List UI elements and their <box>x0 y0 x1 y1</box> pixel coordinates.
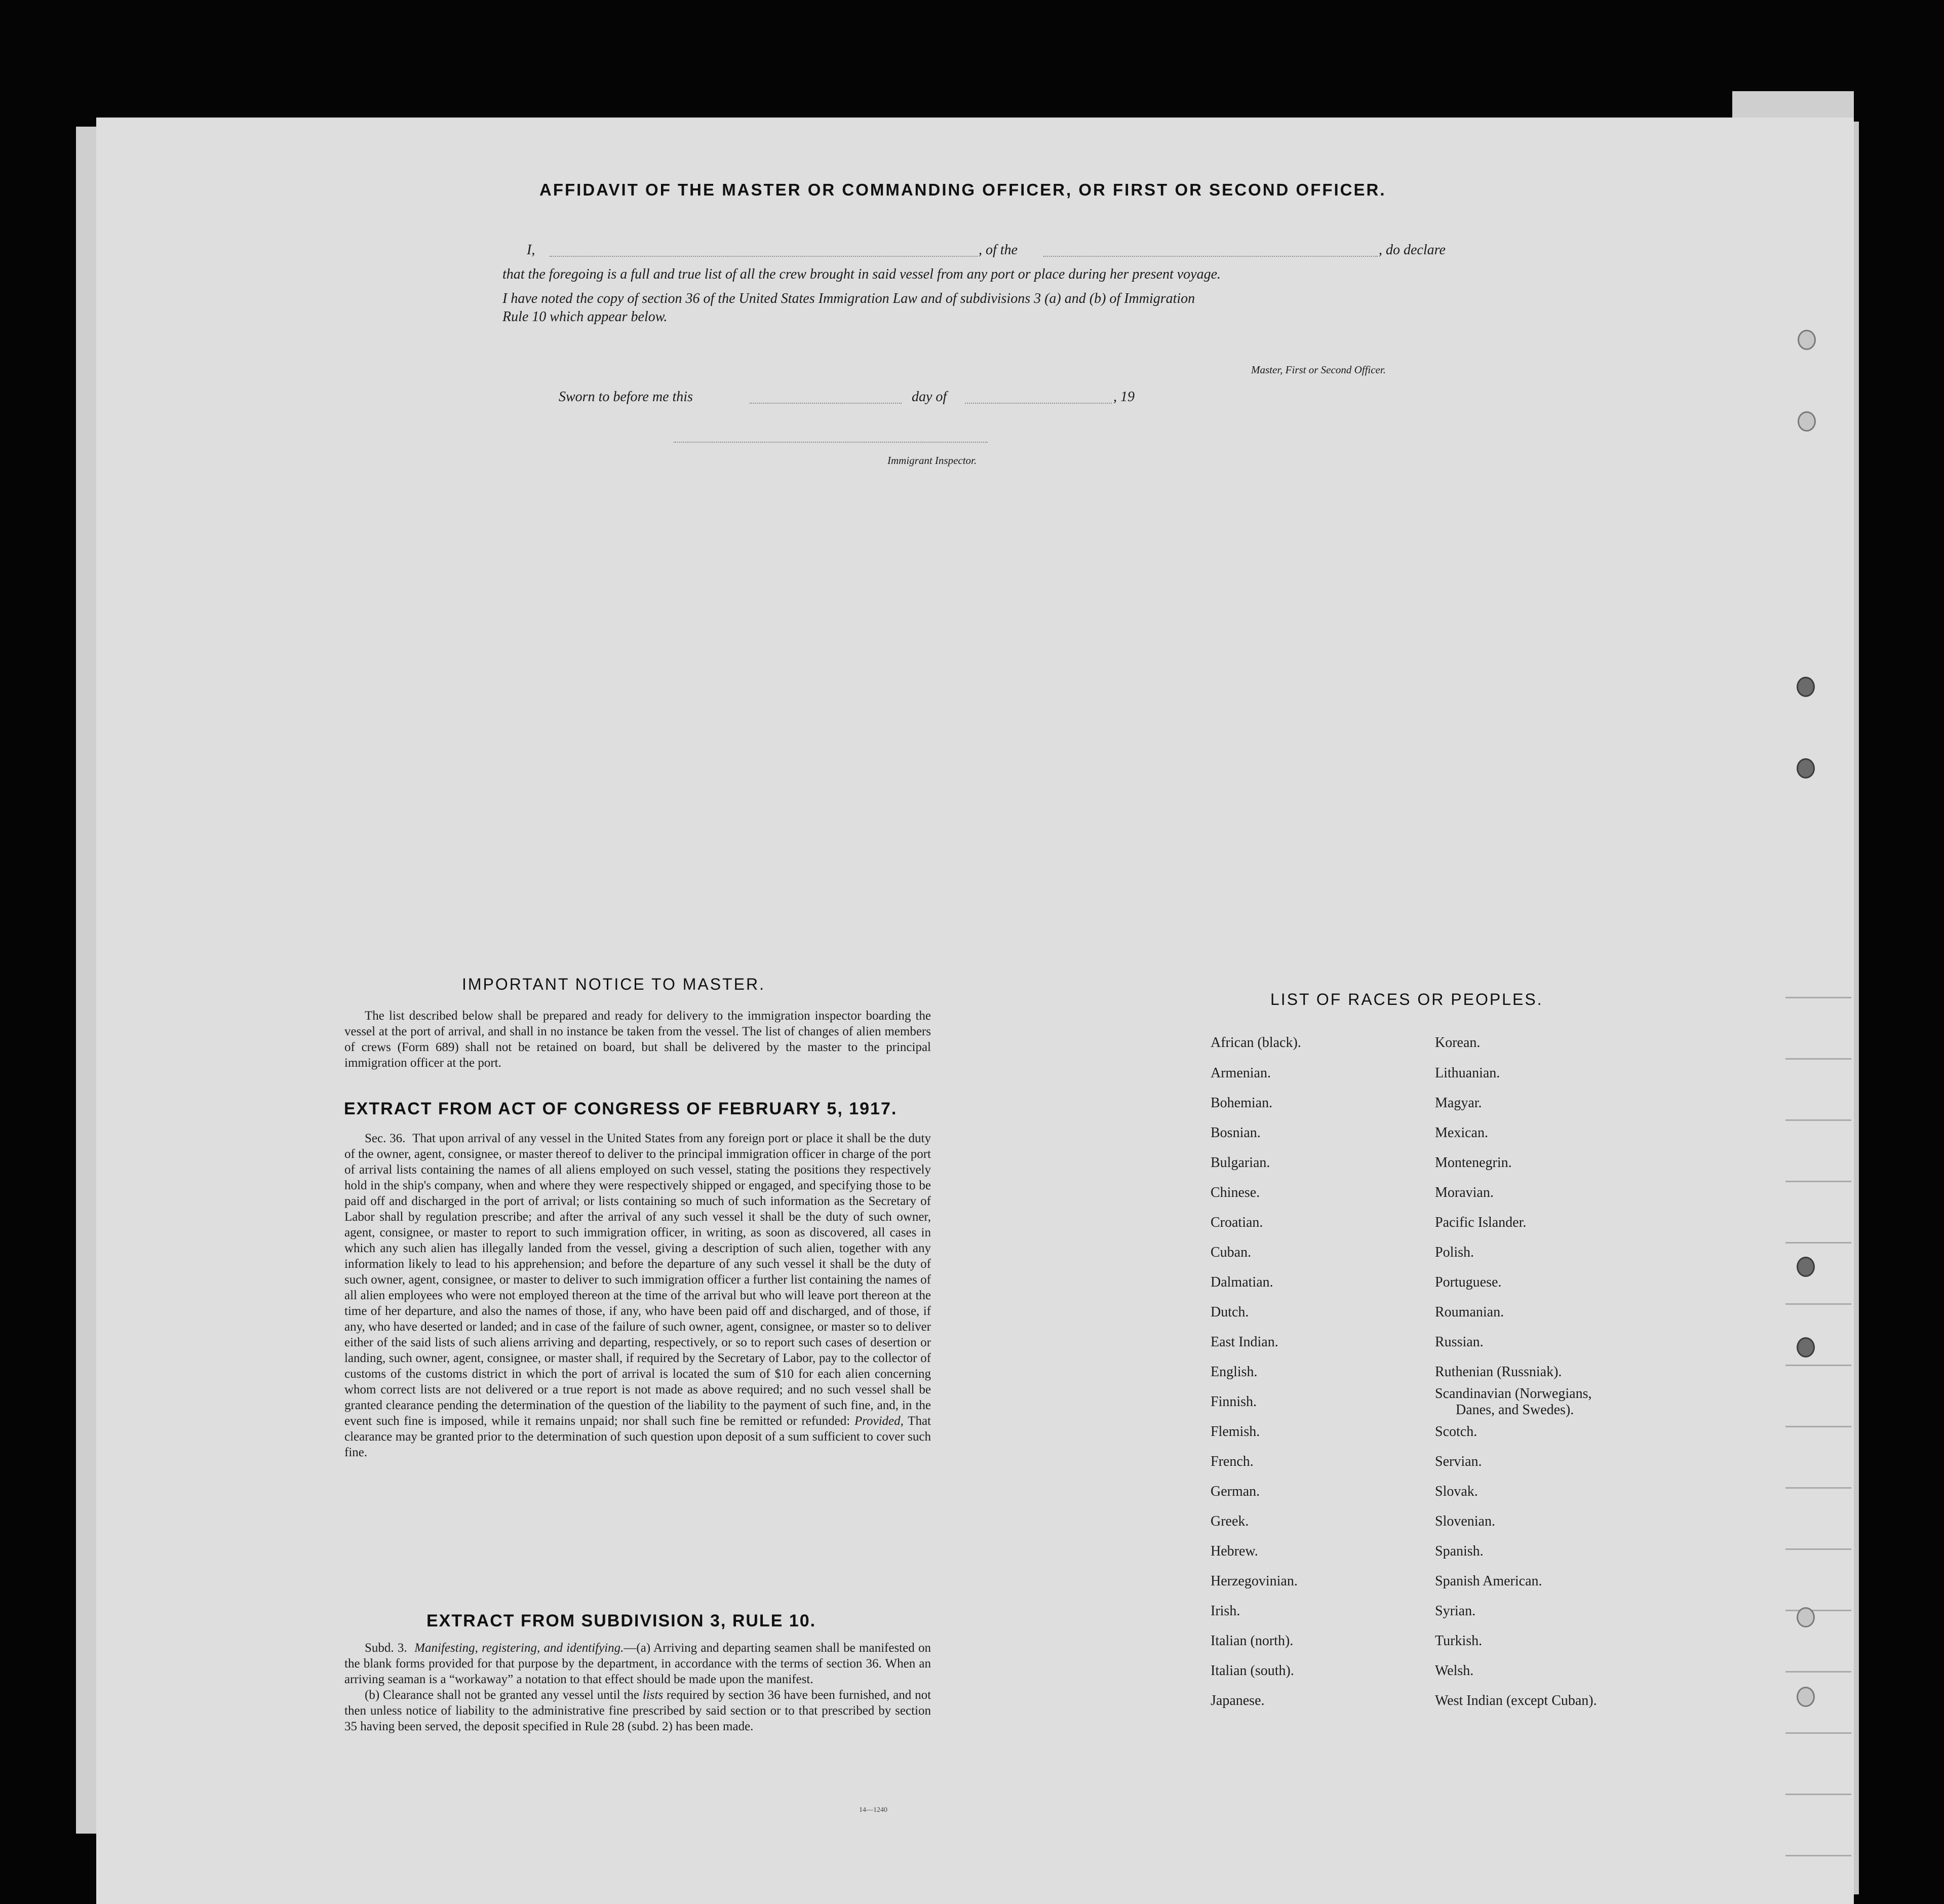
sec-label: Sec. 36. <box>365 1132 406 1145</box>
subd-label: Subd. 3. <box>365 1641 407 1655</box>
year-text: , 19 <box>1113 389 1135 405</box>
name-blank <box>550 256 978 257</box>
affidavit-i: I, <box>527 242 535 258</box>
race-right-item: Scandinavian (Norwegians, <box>1435 1386 1592 1402</box>
affidavit-line-3: I have noted the copy of section 36 of the United States Immigration Law and of subdivisions 3 (a) and (b) of Immigration <box>502 291 1195 306</box>
race-left-item: English. <box>1211 1364 1258 1380</box>
subd-heading: Manifesting, registering, and identifying. <box>414 1641 624 1655</box>
binder-hole-icon <box>1797 758 1815 779</box>
race-right-item: Ruthenian (Russniak). <box>1435 1364 1562 1380</box>
day-blank <box>750 403 902 404</box>
race-left-item: Bosnian. <box>1211 1125 1261 1141</box>
race-right-item: West Indian (except Cuban). <box>1435 1693 1597 1708</box>
act-paragraph <box>344 1131 931 1460</box>
vessel-blank <box>1043 256 1378 257</box>
race-left-item: Italian (south). <box>1211 1663 1294 1679</box>
race-left-item: Greek. <box>1211 1513 1249 1529</box>
act-text-end: That clearance may be granted prior to the determination of such question upon deposit of a sum sufficient to cover such fine. <box>344 1414 931 1459</box>
race-left-item: Finnish. <box>1211 1394 1257 1410</box>
rule-b-end: required by section 36 have been furnished, and not then unless notice of liability to the administrative fine prescribed by said section or to that prescribed by section 35 having been served, the deposit specified in Rule 28 (subd. 2) has been made. <box>344 1688 931 1733</box>
race-right-item: Servian. <box>1435 1454 1482 1469</box>
race-left-item: Japanese. <box>1211 1693 1265 1708</box>
race-right-item: Pacific Islander. <box>1435 1215 1527 1230</box>
race-right-item: Moravian. <box>1435 1185 1494 1200</box>
binder-hole-icon <box>1797 1607 1815 1627</box>
race-left-item: Herzegovinian. <box>1211 1573 1298 1589</box>
race-right-item: Lithuanian. <box>1435 1065 1500 1081</box>
race-left-item: Flemish. <box>1211 1424 1260 1440</box>
race-right-item: Mexican. <box>1435 1125 1488 1141</box>
binder-hole-icon <box>1797 677 1815 697</box>
affidavit-heading: AFFIDAVIT OF THE MASTER OR COMMANDING OFFICER, OR FIRST OR SECOND OFFICER. <box>539 180 1386 199</box>
act-body <box>344 1131 931 1460</box>
inspector-signature-line <box>674 442 988 443</box>
month-blank <box>965 403 1112 404</box>
notice-title: IMPORTANT NOTICE TO MASTER. <box>462 975 765 993</box>
race-right-item: Slovenian. <box>1435 1513 1495 1529</box>
notice-paragraph: The list described below shall be prepared and ready for delivery to the immigration inspector boarding the vessel at the port of arrival, and shall in no instance be taken from the vessel. The list of changes of alien members of crews (Form 689) shall not be retained on board, but shall be delivered by the master to the principal immigration officer at the port. <box>344 1009 931 1070</box>
race-left-item: Croatian. <box>1211 1215 1263 1230</box>
rule-body <box>344 1640 931 1734</box>
race-left-item: Bulgarian. <box>1211 1155 1270 1171</box>
race-right-item: Montenegrin. <box>1435 1155 1512 1171</box>
form-number: 14—1240 <box>859 1806 887 1814</box>
binder-hole-icon <box>1797 1257 1815 1277</box>
affidavit-line-2: that the foregoing is a full and true list of all the crew brought in said vessel from any port or place during her present voyage. <box>502 266 1221 282</box>
race-left-item: Chinese. <box>1211 1185 1260 1200</box>
binder-hole-icon <box>1797 1337 1815 1357</box>
binder-hole-icon <box>1798 411 1816 432</box>
races-title: LIST OF RACES OR PEOPLES. <box>1270 990 1543 1008</box>
act-text: That upon arrival of any vessel in the United States from any foreign port or place it shall be the duty of the owner, agent, consignee, or master thereof to deliver to the principal immigration officer in charge of the port of arrival lists containing the names of all aliens employed on such vessel, stating the positions they respectively hold in the ship's company, when and where they were respectively shipped or engaged, and specifying those to be paid off and discharged in the port of arrival; or lists containing so much of such information as the Secretary of Labor shall by regulation prescribe; and after the arrival of any such vessel it shall be the duty of such owner, agent, consignee, or master to report to such immigration officer, in writing, as soon as discovered, all cases in which any such alien has illegally landed from the vessel, giving a description of such alien, together with any information likely to lead to his apprehension; and before the departure of any such vessel it shall be the duty of such owner, agent, consignee, or master to deliver to such immigration officer a further list containing the names of all alien employees who were not employed thereon at the time of the arrival but who will leave port thereon at the time of her departure, and also the names of those, if any, who have been paid off and discharged, and of those, if any, who have deserted or landed; and in case of the failure of such owner, agent, consignee, or master so to deliver either of the said lists of such aliens arriving and departing, respectively, or so to report such cases of desertion or landing, such owner, agent, consignee, or master shall, if required by the Secretary of Labor, pay to the collector of customs of the customs district in which the port of arrival is located the sum of $10 for each alien concerning whom correct lists are not delivered or a true report is not made as above required; and no such vessel shall be granted clearance pending the determination of the question of the liability to the payment of such fine, and, in the event such fine is imposed, while it remains unpaid; nor shall such fine be remitted or refunded: <box>344 1132 931 1428</box>
affidavit-of-the: , of the <box>979 242 1018 258</box>
race-left-item: French. <box>1211 1454 1254 1469</box>
day-of-text: day of <box>912 389 947 405</box>
provided-word: Provided, <box>854 1414 904 1428</box>
race-right-item: Scotch. <box>1435 1424 1478 1440</box>
race-left-item: Armenian. <box>1211 1065 1271 1081</box>
race-right-item: Welsh. <box>1435 1663 1474 1679</box>
race-right-item: Roumanian. <box>1435 1304 1504 1320</box>
affidavit-line-4: Rule 10 which appear below. <box>502 309 668 325</box>
race-right-item: Spanish. <box>1435 1543 1484 1559</box>
race-right-item: Spanish American. <box>1435 1573 1542 1589</box>
race-right-item: Russian. <box>1435 1334 1484 1350</box>
inspector-caption: Immigrant Inspector. <box>887 454 977 467</box>
rule-title: EXTRACT FROM SUBDIVISION 3, RULE 10. <box>426 1611 817 1630</box>
sworn-text: Sworn to before me this <box>559 389 693 405</box>
race-right-item-continued: Danes, and Swedes). <box>1456 1402 1574 1418</box>
rule-a-text: —(a) Arriving and departing seamen shall be manifested on the blank forms provided for that purpose by the department, in accordance with the terms of section 36. When an arriving seaman is a “workaway” a notation to that effect should be made upon the manifest. <box>344 1641 931 1686</box>
race-left-item: Irish. <box>1211 1603 1240 1619</box>
race-left-item: Cuban. <box>1211 1245 1252 1260</box>
binder-hole-icon <box>1797 1687 1815 1707</box>
race-left-item: Dalmatian. <box>1211 1274 1273 1290</box>
race-left-item: East Indian. <box>1211 1334 1278 1350</box>
race-left-item: Bohemian. <box>1211 1095 1273 1111</box>
signature-caption: Master, First or Second Officer. <box>1251 364 1386 376</box>
race-right-item: Korean. <box>1435 1035 1481 1051</box>
rule-b-start: (b) Clearance shall not be granted any vessel until the <box>365 1688 640 1702</box>
lists-word: lists <box>642 1688 664 1702</box>
rule-paragraph-b <box>344 1687 931 1734</box>
act-title: EXTRACT FROM ACT OF CONGRESS OF FEBRUARY 5, 1917. <box>344 1099 898 1118</box>
race-left-item: Dutch. <box>1211 1304 1249 1320</box>
race-left-item: Italian (north). <box>1211 1633 1294 1649</box>
binder-hole-icon <box>1798 330 1816 350</box>
ruled-lines <box>1785 937 1851 1899</box>
rule-paragraph-a <box>344 1640 931 1687</box>
race-right-item: Portuguese. <box>1435 1274 1502 1290</box>
race-left-item: Hebrew. <box>1211 1543 1258 1559</box>
race-right-item: Syrian. <box>1435 1603 1476 1619</box>
race-left-item: African (black). <box>1211 1035 1301 1051</box>
notice-body <box>344 1008 931 1071</box>
race-left-item: German. <box>1211 1484 1260 1499</box>
affidavit-declare: , do declare <box>1379 242 1446 258</box>
race-right-item: Slovak. <box>1435 1484 1478 1499</box>
race-right-item: Polish. <box>1435 1245 1474 1260</box>
race-right-item: Turkish. <box>1435 1633 1483 1649</box>
race-right-item: Magyar. <box>1435 1095 1482 1111</box>
